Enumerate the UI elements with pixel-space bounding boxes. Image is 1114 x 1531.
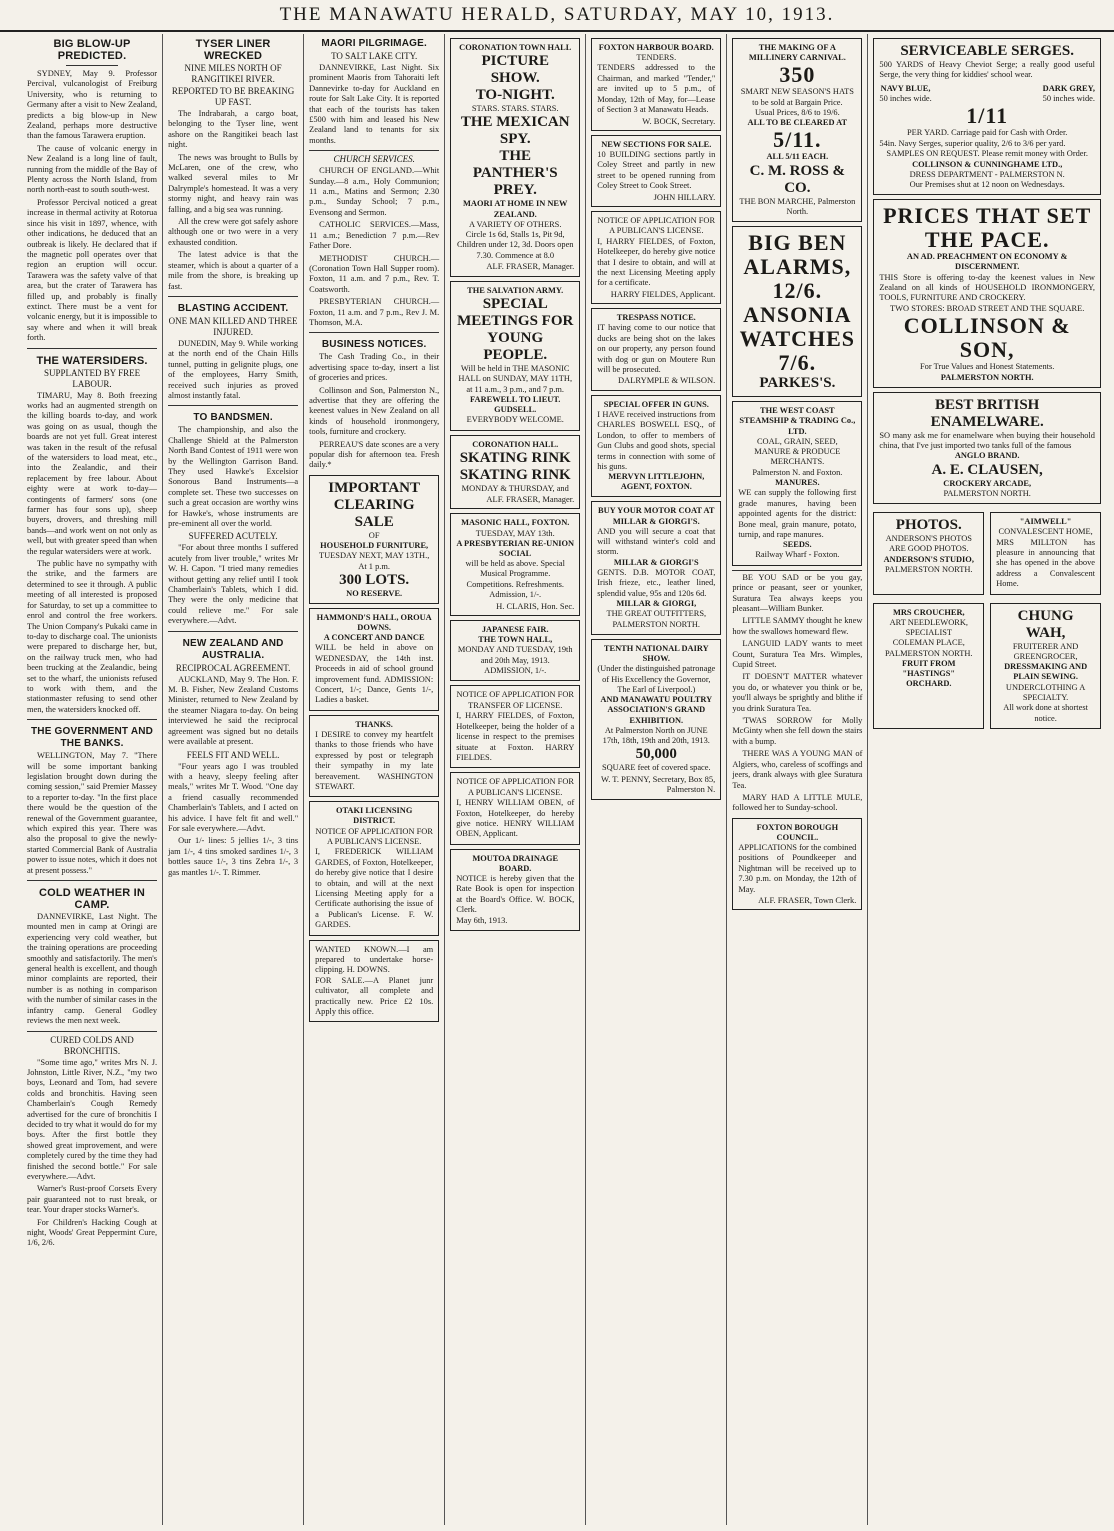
ad-subtitle: MAORI AT HOME IN NEW ZEALAND. bbox=[463, 199, 568, 219]
ad-text: NOTICE is hereby given that the Rate Book is open for inspection at the Board's Office. W. BOCK, Clerk. bbox=[456, 873, 575, 915]
ad-text: WE can supply the following first grade manures, having been appointed agents for the district: Bone meal, grain manure, potato, turnip, and rape manures. bbox=[738, 488, 857, 539]
ad-text: PALMERSTON NORTH. bbox=[943, 488, 1031, 498]
page-columns bbox=[22, 34, 1106, 1525]
ad-text: PALMERSTON NORTH. bbox=[885, 564, 973, 574]
ad-text: WANTED KNOWN.—I am prepared to undertake horse-clipping. H. DOWNS. bbox=[315, 944, 434, 975]
ad-title: PICTURE SHOW. bbox=[481, 53, 549, 87]
ad-title: THE WEST COAST STEAMSHIP & TRADING Co., LTD. bbox=[739, 406, 856, 436]
ad-text: SQUARE feet of covered space. bbox=[601, 763, 711, 773]
masthead-title: THE MANAWATU HERALD, SATURDAY, MAY 10, 1913. bbox=[279, 4, 835, 25]
ad-text: FOR SALE.—A Planet junr cultivator, all complete and practically new. Price £2 10s. Apply this office. bbox=[315, 975, 434, 1017]
ad-title: BIG BEN ALARMS, 12/6. bbox=[743, 230, 852, 304]
ad-japanese-fair bbox=[450, 620, 580, 681]
column-4 bbox=[445, 34, 586, 1525]
paragraph: DANNEVIRKE, Last Night. Six prominent Maoris from Tahoraiti left Dannevirke to-day for Auckland en route for Salt Lake City. It is reported that each of the tourists has taken £500 with him and leased his New Zealand land to tenants for six months. bbox=[309, 63, 440, 145]
ad-otaki-licensing bbox=[309, 801, 439, 935]
column-1 bbox=[22, 34, 163, 1525]
subheadline: ONE MAN KILLED AND THREE INJURED. bbox=[168, 315, 298, 337]
ad-title: PRICES THAT SET THE PACE. bbox=[883, 203, 1092, 253]
ad-title: TRESPASS NOTICE. bbox=[616, 313, 696, 323]
ad-title: FOXTON BOROUGH COUNCIL. bbox=[756, 822, 839, 842]
ad-skating-rink bbox=[450, 435, 580, 510]
paragraph: For Children's Hacking Cough at night, Woods' Great Peppermint Cure, 1/6, 2/6. bbox=[27, 1217, 158, 1248]
paragraph: "Four years ago I was troubled with a heavy, sleepy feeling after meals," writes Mr T. Wood. "One day a friend casually recommended Chamberlain's Tablets, and I acted on his advice. I have felt fit and well." For sale everywhere.—Advt. bbox=[168, 761, 299, 833]
ad-title: ANSONIA WATCHES 7/6. bbox=[739, 302, 856, 376]
ad-text: MONDAY & THURSDAY, and bbox=[461, 483, 569, 493]
headline: NEW ZEALAND AND AUSTRALIA. bbox=[182, 637, 284, 661]
ad-text: I HAVE received instructions from CHARLES BOSWELL ESQ., of London, to offer to members of Gun Clubs and good shots, special terms in connection with some of his guns. bbox=[597, 409, 716, 471]
ad-subtitle: NOTICE OF APPLICATION FOR A PUBLICAN'S LICENSE. bbox=[315, 826, 433, 846]
ad-text: Railway Wharf - Foxton. bbox=[755, 550, 840, 560]
ad-title: FOXTON HARBOUR BOARD. bbox=[598, 43, 714, 52]
headline: THE GOVERNMENT AND THE BANKS. bbox=[30, 726, 154, 750]
ad-text: TENDERS addressed to the Chairman, and marked "Tender," are invited up to 5 p.m., of Monday, 12th of May, for—Lease of Section 3 at Manawatu Heads. bbox=[597, 63, 716, 115]
ad-title: IMPORTANT bbox=[328, 479, 420, 496]
ad-text: 10 BUILDING sections partly in Coley Street and partly in new street to be opened running from Coley Street to Cook Street. bbox=[597, 150, 716, 191]
ad-subtitle: FRUIT FROM "HASTINGS" ORCHARD. bbox=[901, 659, 956, 689]
ad-signature: W. T. PENNY, Secretary, Box 85, Palmerston N. bbox=[600, 773, 716, 795]
column-2 bbox=[163, 34, 304, 1525]
ad-text: I, FREDERICK WILLIAM GARDES, of Foxton, Hotelkeeper, do hereby give notice that I desire to obtain, and will at the next Licensing Meeting apply for a Certificate authorising the issue of a Publican's License. F. W. GARDES. bbox=[315, 847, 434, 930]
ad-text: THIS Store is offering to-day the keenest values in New Zealand on all kinds of HOUSEHOLD IRONMONGERY, TOOLS, FURNITURE AND CROCKERY. bbox=[879, 272, 1095, 303]
ad-title: 300 LOTS. bbox=[339, 572, 410, 589]
article-blasting bbox=[168, 296, 298, 401]
article-bronchitis bbox=[27, 1031, 157, 1249]
ad-chung-wah bbox=[990, 603, 1101, 730]
ad-title: PHOTOS. bbox=[895, 517, 962, 534]
ad-text: SAMPLES ON REQUEST. Please remit money with Order. bbox=[886, 149, 1088, 159]
ad-text: TUESDAY NEXT, MAY 13TH., At 1 p.m. bbox=[319, 551, 430, 571]
ad-title: A. E. CLAUSEN, bbox=[931, 461, 1043, 478]
ad-title: JAPANESE FAIR. bbox=[481, 625, 549, 635]
ad-salvation-army bbox=[450, 281, 580, 431]
ad-text: UNDERCLOTHING A SPECIALTY. bbox=[1005, 682, 1086, 702]
paragraph: CHURCH OF ENGLAND.—Whit Sunday.—8 a.m., Holy Communion; 11 a.m., Matins and Sermon; 2.30 p.m., Sunday School; 7 p.m., Evensong and Sermon. bbox=[309, 166, 440, 217]
ad-enamelware bbox=[873, 392, 1101, 504]
ad-text: For True Values and Honest Statements. bbox=[920, 362, 1055, 372]
paragraph: DANNEVIRKE, Last Night. The mounted men in camp at Oringi are experiencing very cold weather, but the training operations are proceeding smoothly and satisfactorily. The men's general health is excellent, and though minor complaints are reported, their number is as nothing in comparison with the number of similar cases in the infantry camp. General Godley reviews the men next week. bbox=[27, 912, 158, 1026]
headline: TO BANDSMEN. bbox=[193, 412, 273, 424]
ad-text: MRS MILLTON has pleasure in announcing that she has opened in the above address a Convalescent Home. bbox=[996, 537, 1095, 589]
subheadline: CURED COLDS AND BRONCHITIS. bbox=[50, 1034, 134, 1056]
ad-title: SKATING RINK SKATING RINK bbox=[459, 449, 571, 483]
headline: MAORI PILGRIMAGE. bbox=[321, 38, 427, 49]
ad-title: 5/11. bbox=[773, 127, 822, 153]
ad-text: I, HARRY FIELDES, of Foxton, Hotelkeeper, being the holder of a license in respect to the premises situate at Foxton. HARRY FIELDES. bbox=[456, 711, 575, 762]
ad-title: NEW SECTIONS FOR SALE. bbox=[601, 139, 712, 149]
ad-subtitle: ART NEEDLEWORK, SPECIALIST bbox=[889, 617, 968, 638]
ad-text: All work done at shortest notice. bbox=[1003, 703, 1088, 723]
ad-text: SMART NEW SEASON'S HATS to be sold at Bargain Price. bbox=[740, 87, 854, 107]
ad-serges bbox=[873, 38, 1101, 195]
headline: THE WATERSIDERS. bbox=[36, 354, 148, 367]
ad-text: 500 YARDS of Heavy Cheviot Serge; a really good useful Serge, the very thing for kiddies' school wear. bbox=[879, 60, 1095, 80]
ad-text: Palmerston N. and Foxton. bbox=[752, 467, 843, 477]
ad-subtitle: NAVY BLUE, bbox=[880, 83, 931, 93]
ad-millinery bbox=[732, 38, 862, 222]
ad-text: DRESS DEPARTMENT - PALMERSTON N. bbox=[909, 169, 1065, 179]
paragraph: Professor Percival noticed a great increase in thermal activity at Rotorua since his visit in 1897, whence, with other indications, he deduced that an outbreak is likely. He declared that if the magnetic poll operates over that region an eruption will occur. Tarawera was the safety valve of that area, but the crater of Tarawera has filled up, and probably is finally extinct. There must be a vent for volcanic energy, but it is impossible to say where and when it will break forth. bbox=[27, 197, 158, 343]
paragraph: BE YOU SAD or be you gay, prince or peasant, seer or younker, Suratura Tea always keeps you pleasant—William Bunker. bbox=[732, 572, 863, 614]
ad-dairy-show bbox=[591, 639, 721, 800]
ad-thanks bbox=[309, 715, 439, 798]
headline: BLASTING ACCIDENT. bbox=[177, 302, 289, 314]
suratura-tea-notices bbox=[732, 570, 862, 814]
ad-picture-show bbox=[450, 38, 580, 277]
ad-text: 54in. Navy Serges, superior quality, 2/6 to 3/6 per yard. bbox=[879, 138, 1066, 148]
paragraph: The championship, and also the Challenge Shield at the Palmerston North Band Contest of 1911 were won by the Wellington Garrison Band. They used Hawke's Excelsior Sonorous Band Instruments—a complete set. These two successes on such a great occasion are worthy wins for Hawke's, whose instruments are pre-eminent all over the world. bbox=[168, 425, 299, 528]
ad-text: THE BON MARCHE, Palmerston North. bbox=[739, 196, 856, 216]
ad-subtitle: THE SALVATION ARMY. bbox=[467, 285, 564, 295]
ad-moutoa-drainage bbox=[450, 849, 580, 931]
ad-text: Our Premises shut at 12 noon on Wednesdays. bbox=[909, 180, 1065, 189]
article-nz-australia bbox=[168, 631, 298, 878]
ad-text: SO many ask me for enamelware when buying their household china, that I've just imported two tanks full of the famous bbox=[879, 430, 1095, 451]
masthead bbox=[0, 0, 1114, 32]
ad-text: ADMISSION, 1/-. bbox=[484, 666, 547, 676]
ad-text: 50 inches wide. bbox=[1042, 93, 1095, 103]
ad-prices-pace bbox=[873, 199, 1101, 387]
ad-title: A CONCERT AND DANCE bbox=[323, 633, 425, 643]
ad-photos bbox=[873, 512, 984, 595]
ad-title: THE MEXICAN SPY. bbox=[460, 114, 570, 148]
ad-signature: JOHN HILLARY. bbox=[653, 191, 716, 202]
ad-title: SPECIAL MEETINGS FOR YOUNG PEOPLE. bbox=[457, 295, 574, 363]
ad-title: SPECIAL OFFER IN GUNS. bbox=[603, 399, 709, 409]
ad-text: COLEMAN PLACE, PALMERSTON NORTH. bbox=[885, 638, 973, 658]
paragraph: WELLINGTON, May 7. "There will be some important banking legislation brought down during the coming session," said Premier Massey to a reporter to-day. "In the first place there would be the question of the renewal of the Government guarantee, which expired this year. There was also the proposal to give the newly-started Commercial Bank of Australia power to issue notes, which it does not at present possess." bbox=[27, 751, 158, 875]
paragraph: Our 1/- lines: 5 jellies 1/-, 3 tins jam 1/-, 4 tins smoked sardines 1/-, 3 bottles sauce 1/-, 3 tins Zebra 1/-, 3 gas mantles 1/-. T. Rimmer. bbox=[168, 836, 299, 877]
ad-subtitle: FRUITERER AND GREENGROCER, bbox=[1012, 641, 1079, 661]
ad-text: Usual Prices, 8/6 to 19/6. bbox=[755, 107, 840, 117]
column-3 bbox=[304, 34, 445, 1525]
ad-text: PER YARD. Carriage paid for Cash with Order. bbox=[906, 128, 1068, 138]
church-services bbox=[309, 150, 439, 328]
paragraph: The news was brought to Bulls by McLaren, one of the crew, who walked several miles to Mr Dalrymple's homestead. It was a very stormy night, and heavy rain was falling, and a big sea was running. bbox=[168, 152, 299, 214]
ad-text: (Under the distinguished patronage of His Excellency the Governor, The Earl of Liverpool.) bbox=[597, 664, 716, 694]
ad-title: MRS CROUCHER, bbox=[892, 607, 965, 617]
ad-subtitle: HAMMOND'S HALL, OROUA DOWNS. bbox=[316, 613, 432, 633]
ad-title: MILLAR & GIORGI'S. bbox=[612, 516, 700, 526]
ad-title: TO-NIGHT. bbox=[475, 87, 555, 104]
subheadline: SUFFERED ACUTELY. bbox=[188, 531, 278, 542]
ad-subtitle: DRESSMAKING AND PLAIN SEWING. bbox=[1004, 662, 1088, 682]
article-banks bbox=[27, 719, 157, 876]
subheadline: SUPPLANTED BY FREE LABOUR. bbox=[43, 367, 141, 389]
ad-title: MOUTOA DRAINAGE BOARD. bbox=[472, 853, 559, 873]
ad-price: 1/11 bbox=[966, 103, 1009, 129]
headline: COLD WEATHER IN CAMP. bbox=[38, 887, 146, 912]
ad-title: CHUNG WAH, bbox=[1017, 607, 1074, 641]
ad-text: IT having come to our notice that ducks are being shot on the lakes on our property, any person found with dog or gun on Moutere Run will be prosecuted. bbox=[597, 323, 716, 374]
article-tyser-liner bbox=[168, 38, 298, 292]
ad-title: 50,000 bbox=[635, 746, 677, 763]
ad-motor-coat bbox=[591, 501, 721, 635]
headline: BUSINESS NOTICES. bbox=[321, 339, 427, 351]
ad-subtitle: NOTICE OF APPLICATION FOR A PUBLICAN'S LICENSE. bbox=[597, 216, 716, 236]
subheadline: REPORTED TO BE BREAKING UP FAST. bbox=[171, 86, 295, 107]
article-blow-up bbox=[27, 38, 157, 344]
ad-trespass bbox=[591, 308, 721, 391]
ad-text: I DESIRE to convey my heartfelt thanks to those friends who have expressed by post or telegraph their sympathy in my late bereavement. WASHINGTON STEWART. bbox=[315, 729, 434, 791]
ad-text: Circle 1s 6d, Stalls 1s, Pit 9d, Children under 12, 3d. Doors open 7.30. Commence at 8.0 bbox=[456, 230, 574, 260]
paragraph: CATHOLIC SERVICES.—Mass, 11 a.m.; Benediction 7 p.m.—Rev Father Dore. bbox=[309, 220, 440, 251]
paragraph: AUCKLAND, May 9. The Hon. F. M. B. Fisher, New Zealand Customs Minister, returned to New Zealand by the steamer Niagara to-day. On being interviewed he said the reciprocal agreement was signed but no details were available at present. bbox=[168, 674, 299, 747]
ad-clearing-sale bbox=[309, 475, 439, 604]
ad-signature: W. BOCK, Secretary. bbox=[642, 115, 716, 126]
ad-transfer-license bbox=[450, 685, 580, 768]
ad-text: A VARIETY OF OTHERS. bbox=[468, 219, 562, 229]
ad-text: I, HARRY FIELDES, of Foxton, Hotelkeeper, do hereby give notice that I desire to obtain, and will at the next Licensing Meeting apply for a certificate. bbox=[597, 236, 716, 288]
ad-title: SALE bbox=[354, 513, 394, 530]
paragraph: The public have no sympathy with the strike, and the farmers are determined to see it through. A public meeting of all interested is proposed for Saturday, to set up a committee to enrol and control the free workers. The Union Company's Pukaki came in to-day to discharge coal. The unionists were prepared to discharge her, but, on the railway truck men, who had been trucking at the Zealandic, being set to the wharf, the unionists refused to work with them, and the stationmaster refusing to send other men, the watersiders knocked off. bbox=[27, 559, 158, 714]
ad-croucher bbox=[873, 603, 984, 730]
ad-small bbox=[309, 940, 439, 1023]
ad-subtitle: ANDERSON'S STUDIO, bbox=[883, 554, 974, 564]
ad-subtitle: COLLINSON & CUNNINGHAME LTD., bbox=[912, 159, 1063, 169]
ad-text: WILL be held in above on WEDNESDAY, the 14th inst. Proceeds in aid of school ground improvement fund. ADMISSION: Concert, 1/-; Dance, Gents 1/-, Ladies a basket. bbox=[315, 643, 434, 705]
ad-text: will be held as above. Special Musical Programme. Competitions. Refreshments. Admission, 1/-. bbox=[465, 559, 565, 600]
ad-concert-dance bbox=[309, 608, 439, 711]
paragraph: The Cash Trading Co., in their advertising space to-day, insert a list of groceries and prices. bbox=[309, 352, 440, 383]
ad-subtitle: COAL, GRAIN, SEED, MANURE & PRODUCE MERCHANTS. bbox=[754, 436, 841, 467]
ad-text: May 6th, 1913. bbox=[456, 915, 508, 925]
ad-text: At Palmerston North on JUNE 17th, 18th, 19th and 20th, 1913. bbox=[602, 725, 710, 746]
business-notices bbox=[309, 332, 439, 470]
ad-subtitle: MANURES. bbox=[775, 478, 820, 488]
ad-subtitle: TENDERS. bbox=[636, 53, 677, 63]
ad-subtitle: SEEDS. bbox=[783, 540, 812, 550]
paragraph: Collinson and Son, Palmerston N., advertise that they are offering the keenest values in New Zealand on all kinds of household ironmongery, tools, furniture and crockery. bbox=[309, 385, 440, 437]
ad-text: Will be held in THE MASONIC HALL on SUNDAY, MAY 11TH, at 11 a.m., 3 p.m., and 7 p.m. bbox=[458, 363, 573, 394]
subheadline: CHURCH SERVICES. bbox=[333, 154, 415, 165]
ad-subtitle: NO RESERVE. bbox=[346, 589, 403, 599]
ad-subtitle: CONVALESCENT HOME, bbox=[998, 527, 1093, 537]
ad-reunion-social bbox=[450, 513, 580, 616]
headline: TYSER LINER WRECKED bbox=[195, 38, 271, 62]
ad-borough-council bbox=[732, 818, 862, 911]
paragraph: "Some time ago," writes Mrs N. J. Johnston, Little River, N.Z., "my two boys, Leonard and Tom, had severe colds and bronchitis. Having seen Chamberlain's Cough Remedy advertised for the cure of bronchitis I decided to try what it would do for my boys. After the first bottle they showed great improvement, and were completely cured by the time they had finished the second bottle." For sale everywhere.—Advt. bbox=[27, 1057, 158, 1181]
ad-text: TUESDAY, MAY 13th. bbox=[475, 528, 555, 538]
ad-signature: H. CLARIS, Hon. Sec. bbox=[496, 600, 575, 611]
ad-signature: ALF. FRASER, Manager. bbox=[486, 494, 575, 505]
ad-signature: MERVYN LITTLEJOHN, AGENT, FOXTON. bbox=[608, 472, 705, 492]
ad-subtitle: PALMERSTON NORTH. bbox=[940, 372, 1034, 382]
ad-aimwell bbox=[990, 512, 1101, 595]
column-6 bbox=[727, 34, 868, 1525]
ad-title: OTAKI LICENSING DISTRICT. bbox=[335, 806, 413, 826]
ad-title: 350 bbox=[779, 62, 816, 88]
paragraph: Warner's Rust-proof Corsets Every pair guaranteed not to rust break, or tear. Your draper stocks Warner's. bbox=[27, 1184, 158, 1215]
subheadline: TO SALT LAKE CITY. bbox=[331, 51, 418, 61]
subheadline: NINE MILES NORTH OF RANGITIKEI RIVER. bbox=[184, 63, 282, 84]
paragraph: The latest advice is that the steamer, which is about a quarter of a mile from the shore, is breaking up fast. bbox=[168, 250, 299, 291]
ad-new-sections bbox=[591, 135, 721, 207]
subheadline: FEELS FIT AND WELL. bbox=[186, 749, 280, 760]
ad-title: SERVICEABLE SERGES. bbox=[900, 43, 1075, 59]
column-5 bbox=[586, 34, 727, 1525]
ad-title: CLEARING bbox=[333, 496, 415, 513]
ad-oben-license bbox=[450, 772, 580, 844]
ad-text: STARS. STARS. STARS. bbox=[471, 104, 559, 114]
ad-subtitle: MILLAR & GIORGI'S bbox=[613, 557, 699, 567]
ad-subtitle: THE TOWN HALL, bbox=[478, 635, 553, 645]
ad-title: THE PANTHER'S PREY. bbox=[472, 148, 558, 199]
paragraph: PERREAU'S date scones are a very popular dish for afternoon tea. Fresh daily.* bbox=[309, 439, 440, 470]
headline: BIG BLOW-UP PREDICTED. bbox=[53, 38, 131, 62]
paragraph: PRESBYTERIAN CHURCH.—Foxton, 11 a.m. and 7 p.m., Rev J. M. Thomson, M.A. bbox=[309, 297, 440, 327]
ad-big-ben bbox=[732, 226, 862, 397]
article-maori-pilgrimage bbox=[309, 38, 439, 146]
paragraph: The Indrabarah, a cargo boat, belonging to the Tyser line, went ashore on the Rangitikei beach last night. bbox=[168, 109, 299, 150]
ad-subtitle: CROCKERY ARCADE, bbox=[943, 478, 1032, 488]
ad-text: PALMERSTON NORTH. bbox=[612, 619, 700, 629]
ad-signature: HARRY FIELDES, Applicant. bbox=[610, 288, 716, 299]
ad-title: COLLINSON & SON, bbox=[903, 313, 1071, 363]
ad-signature: DALRYMPLE & WILSON. bbox=[617, 375, 716, 386]
ad-text: APPLICATIONS for the combined positions of Poundkeeper and Nightman will be received up to 7.30 p.m. on Monday, the 12th of May. bbox=[738, 842, 857, 894]
article-cold-weather bbox=[27, 880, 157, 1026]
paragraph: The cause of volcanic energy in New Zealand is a long line of fault, running from the middle of the Bay of Plenty across the North Island, from north north-east to south south-west. bbox=[27, 143, 158, 195]
paragraph: MARY HAD A LITTLE MULE, followed her to Sunday-school. bbox=[732, 792, 863, 813]
ad-subtitle: AN AD. PREACHMENT ON ECONOMY & DISCERNMENT. bbox=[906, 252, 1068, 272]
ad-signature: ALF. FRASER, Town Clerk. bbox=[758, 894, 857, 905]
ad-text: GENTS. D.B. MOTOR COAT, Irish frieze, etc., leather lined, splendid value, 95s and 120s 6d. bbox=[597, 567, 716, 598]
ad-text: THE GREAT OUTFITTERS, bbox=[606, 609, 707, 619]
article-watersiders bbox=[27, 348, 157, 716]
ad-title: A PRESBYTERIAN RE-UNION SOCIAL bbox=[456, 538, 575, 558]
ad-subtitle: ALL TO BE CLEARED AT bbox=[747, 118, 848, 128]
ad-subtitle: NOTICE OF APPLICATION FOR A PUBLICAN'S LICENSE. bbox=[456, 777, 574, 797]
ad-title: "AIMWELL" bbox=[1019, 517, 1072, 527]
paragraph: SYDNEY, May 9. Professor Percival, vulcanologist of Freiburg University, who is returning to Germany after a visit to New Zealand, predicts a big blow-up in New Zealand, perhaps more destructive than the famous Tarawera eruption. bbox=[27, 69, 158, 141]
ad-subtitle: ALL 5/11 EACH. bbox=[766, 152, 829, 162]
ad-text: ANDERSON'S PHOTOS ARE GOOD PHOTOS. bbox=[885, 534, 972, 554]
ad-text: MONDAY AND TUESDAY, 19th and 20th May, 1913. bbox=[457, 645, 573, 665]
ad-title: BUY YOUR MOTOR COAT AT bbox=[598, 506, 715, 516]
ad-title: TENTH NATIONAL DAIRY SHOW. bbox=[603, 644, 709, 664]
ad-subtitle: FAREWELL TO LIEUT. GUDSELL. bbox=[470, 394, 561, 415]
ad-title: PARKES'S. bbox=[759, 375, 836, 392]
paragraph: All the crew were got safely ashore although one or two were in a very exhausted condition. bbox=[168, 217, 299, 247]
ad-subtitle: HOUSEHOLD FURNITURE, bbox=[320, 541, 429, 551]
ad-subtitle: CORONATION TOWN HALL bbox=[459, 43, 572, 52]
ad-title: THANKS. bbox=[355, 719, 393, 729]
ad-guns bbox=[591, 395, 721, 498]
ad-title: BEST BRITISH ENAMELWARE. bbox=[930, 396, 1044, 430]
ad-text: EVERYBODY WELCOME. bbox=[466, 415, 564, 425]
ad-west-coast bbox=[732, 401, 862, 565]
ad-subtitle: AND MANAWATU POULTRY ASSOCIATION'S GRAND EXHIBITION. bbox=[600, 695, 713, 725]
ad-text: 50 inches wide. bbox=[879, 93, 932, 103]
paragraph: TIMARU, May 8. Both freezing works had an augmented strength on the killing boards to-day, and work was going on as usual, though the boards are not yet full. Great interest was taken in the result of the refusal of the watersiders to load meat, etc., into the Zealandic, and their replacement by free labour. About eighty were at work to-day—contingents of farmers' sons (one farmer has four sons up), sheep buyers, drovers, and threshing mill bands—and work went on not only as well, but with greater speed than when the regular watersiders were at work. bbox=[27, 390, 158, 556]
paragraph: THERE WAS A YOUNG MAN of Algiers, who, careless of scoffings and jeers, drank always with glee Suratura Tea. bbox=[732, 749, 863, 790]
ad-text: AND you will secure a coat that will withstand winter's cold and storm. bbox=[597, 526, 716, 557]
paragraph: DUNEDIN, May 9. While working at the north end of the Chain Hills tunnel, putting in gelignite plugs, one of the employees, Harry Smith, received such injuries as proved almost instantly fatal. bbox=[168, 338, 299, 400]
ad-subtitle: CORONATION HALL. bbox=[472, 439, 559, 449]
ad-title: THE MAKING OF A MILLINERY CARNIVAL. bbox=[748, 43, 846, 63]
ad-text: I, HENRY WILLIAM OBEN, of Foxton, Hotelkeeper, do hereby give notice. HENRY WILLIAM OBEN, Applicant. bbox=[456, 798, 575, 839]
ad-subtitle: MASONIC HALL, FOXTON. bbox=[461, 518, 570, 528]
ad-subtitle: MILLAR & GIORGI, bbox=[616, 599, 697, 609]
ad-subtitle: NOTICE OF APPLICATION FOR TRANSFER OF LICENSE. bbox=[456, 690, 574, 710]
ad-text: OF bbox=[368, 530, 380, 540]
column-7 bbox=[868, 34, 1106, 1525]
ad-signature: ALF. FRASER, Manager. bbox=[486, 261, 575, 272]
ad-subtitle: ANGLO BRAND. bbox=[954, 451, 1020, 461]
paragraph: LITTLE SAMMY thought he knew how the swallows homeward flew. bbox=[732, 616, 863, 636]
paragraph: "For about three months I suffered acutely from liver trouble," writes Mr W. H. Capon. "I tried many remedies without getting any relief until I took Chamberlain's Tablets, which I did. They were the only medicine that could relieve me." For sale everywhere.—Advt. bbox=[168, 543, 299, 626]
ad-title: C. M. ROSS & CO. bbox=[749, 162, 846, 196]
paragraph: METHODIST CHURCH.—(Coronation Town Hall Supper room). Foxton, 11 a.m. and 7 p.m., Rev. T. Coatsworth. bbox=[309, 253, 440, 294]
subheadline: RECIPROCAL AGREEMENT. bbox=[175, 662, 291, 673]
ad-harbour-board bbox=[591, 38, 721, 131]
ad-fieldes-license bbox=[591, 211, 721, 304]
paragraph: IT DOESN'T MATTER whatever you do, or whatever you think or be, you'll always be sprightly and blithe if you drink Suratura Tea. bbox=[732, 672, 863, 713]
paragraph: LANGUID LADY wants to meet Count, Suratura Tea Mrs. Wimples, Cupid Street. bbox=[732, 639, 863, 670]
ad-text: TWO STORES: BROAD STREET AND THE SQUARE. bbox=[890, 303, 1085, 313]
article-bandsmen bbox=[168, 405, 298, 626]
ad-subtitle: DARK GREY, bbox=[1042, 83, 1095, 93]
paragraph: 'TWAS SORROW for Molly McGinty when she fell down the stairs with a bump. bbox=[732, 716, 863, 746]
